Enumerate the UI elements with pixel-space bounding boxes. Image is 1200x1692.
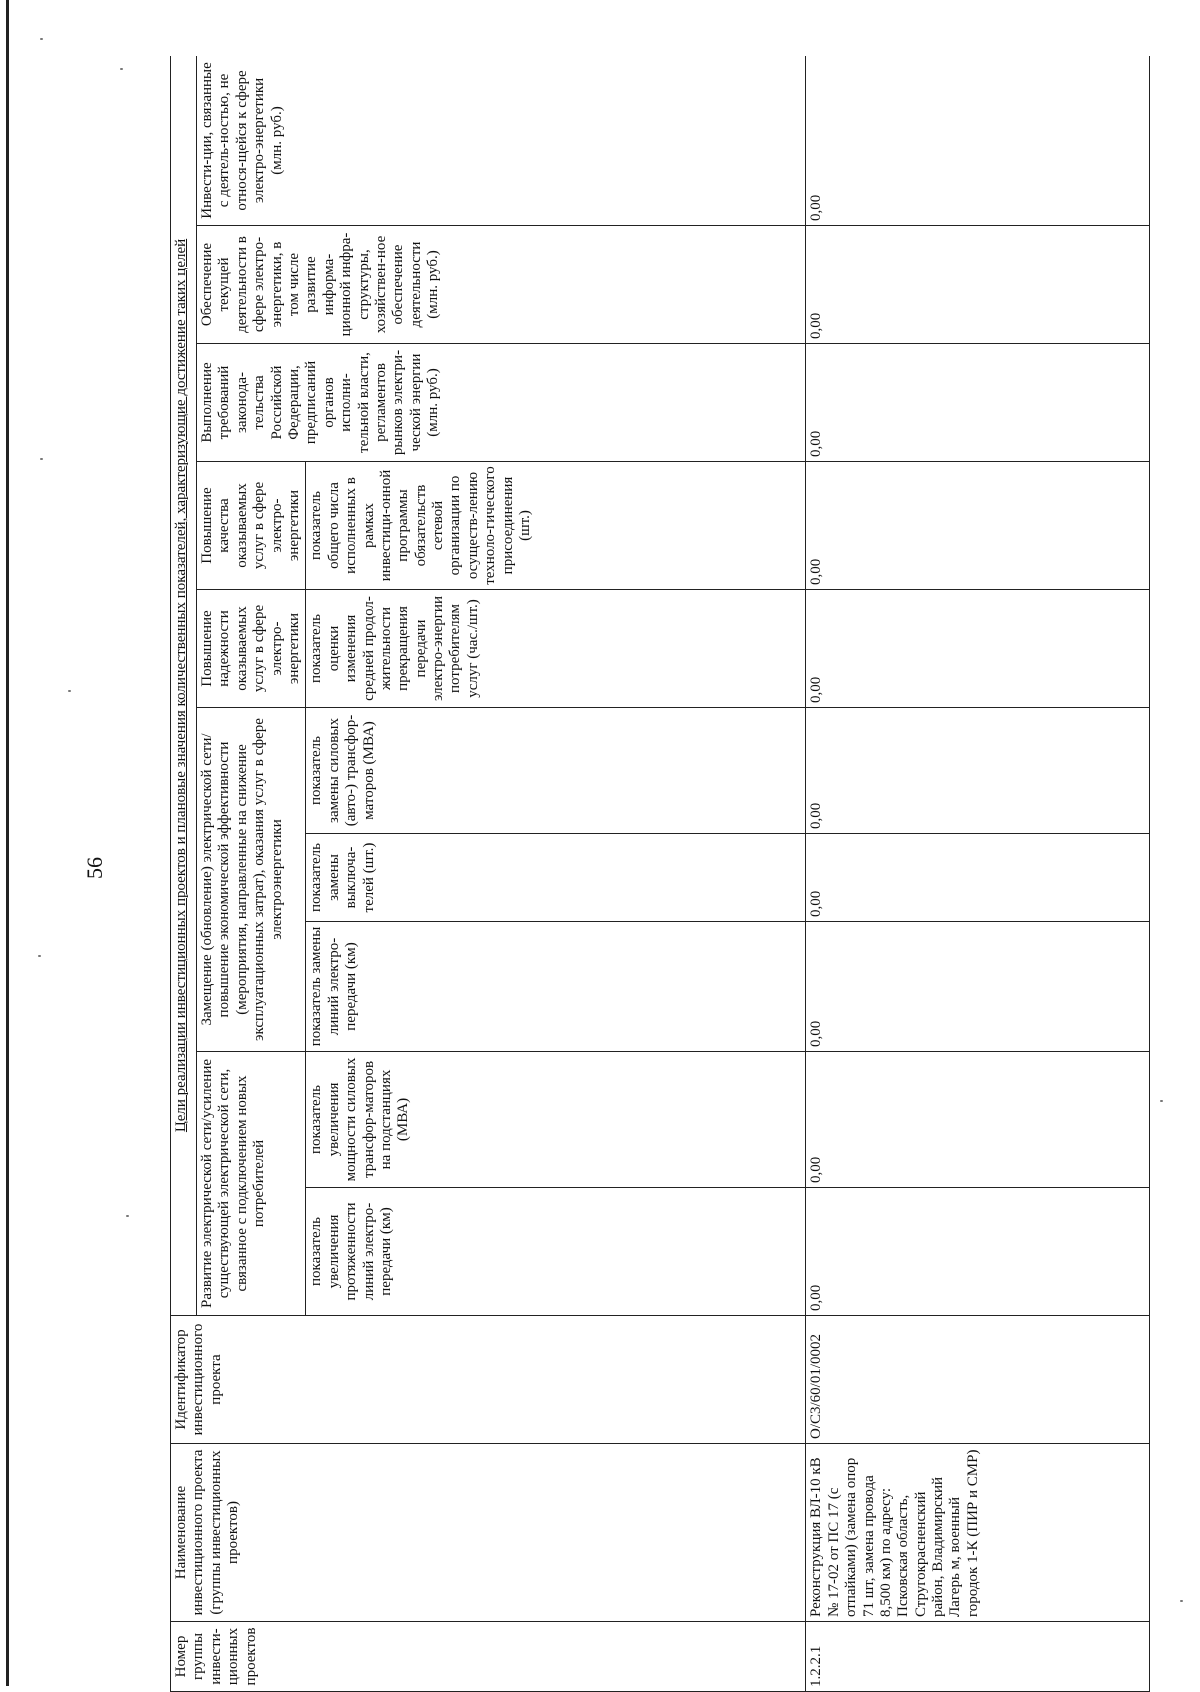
rotated-table — [170, 56, 1150, 1692]
page-number: 56 — [82, 857, 107, 879]
rotated-table-wrapper — [170, 56, 1150, 1692]
scan-speck — [126, 1215, 129, 1217]
header-group-development: Развитие электрической сети/усиление существующей электрической сети, связанное с подключением новых потребителей — [197, 1052, 306, 1316]
header-other-investments: Инвести-ции, связанные с деятель-ностью, не относя-щейся к сфере электро-энергетики (млн. руб.) — [197, 56, 806, 226]
row-value-transformer-replacement: 0,00 — [806, 708, 1150, 834]
header-project-name: Наименование инвестиционного проекта (группы инвестиционных проектов) — [171, 1444, 806, 1622]
row-value-switch-replacement: 0,00 — [806, 834, 1150, 922]
scan-speck — [1180, 1600, 1183, 1602]
row-value-line-length-increase: 0,00 — [806, 1188, 1150, 1316]
header-obligations: показатель общего числа исполненных в рамках инвестици-онной программы обязательств сетевой организации по осуществ-лению техноло-гического присоединения (шт.) — [306, 462, 806, 590]
row-value-obligations: 0,00 — [806, 462, 1150, 590]
header-project-id: Идентификатор инвестиционного проекта — [171, 1316, 806, 1444]
scan-speck — [120, 68, 123, 70]
header-group-replacement: Замещение (обновление) электрической сети/повышение экономической эффективности (мероприятия, направленные на снижение эксплуатационных затрат), оказания услуг в сфере электроэнергетики — [197, 708, 306, 1052]
scan-speck — [1160, 1100, 1163, 1102]
header-line-replacement: показатель замены линий электро-передачи (км) — [306, 922, 806, 1052]
header-group-reliability: Повышение надежности оказываемых услуг в сфере электро-энергетики — [197, 590, 306, 708]
header-line-length-increase: показатель увеличения протяженности линий электро-передачи (км) — [306, 1188, 806, 1316]
row-project-id: О/С3/60/01/0002 — [806, 1316, 1150, 1444]
header-power-increase: показатель увеличения мощности силовых трансфор-маторов на подстанциях (МВА) — [306, 1052, 806, 1188]
investment-table — [170, 56, 1150, 1692]
header-goals-title: Цели реализации инвестиционных проектов и плановые значения количественных показателей, характеризующие достижение таких целей — [171, 56, 197, 1316]
row-value-current-activity: 0,00 — [806, 226, 1150, 344]
header-interruption-duration: показатель оценки изменения средней продол-жительности прекращения передачи электро-энергии потребителям услуг (час./шт.) — [306, 590, 806, 708]
scan-speck — [68, 690, 71, 692]
row-value-interruption-duration: 0,00 — [806, 590, 1150, 708]
header-group-quality: Повышение качества оказываемых услуг в сфере электро-энергетики — [197, 462, 306, 590]
row-number: 1.2.2.1 — [806, 1622, 1150, 1692]
header-legal-requirements: Выполнение требований законода-тельства Российской Федерации, предписаний органов исполни-тельной власти, регламентов рынков электри-ческой энергии (млн. руб.) — [197, 344, 806, 462]
row-value-legal-requirements: 0,00 — [806, 344, 1150, 462]
header-current-activity: Обеспечение текущей деятельности в сфере электро-энергетики, в том числе развитие информа-ционной инфра-структуры, хозяйствен-ное обеспечение деятельности (млн. руб.) — [197, 226, 806, 344]
header-transformer-replacement: показатель замены силовых (авто-) трансфор-маторов (МВА) — [306, 708, 806, 834]
scan-speck — [38, 955, 41, 957]
header-switch-replacement: показатель замены выключа-телей (шт.) — [306, 834, 806, 922]
row-value-line-replacement: 0,00 — [806, 922, 1150, 1052]
scan-speck — [40, 458, 43, 460]
scan-speck — [40, 38, 43, 40]
header-group-number: Номер группы инвести-ционных проектов — [171, 1622, 806, 1692]
table-row — [806, 56, 1150, 1692]
page-edge — [6, 0, 9, 1686]
row-value-power-increase: 0,00 — [806, 1052, 1150, 1188]
row-value-other-investments: 0,00 — [806, 56, 1150, 226]
row-project-name: Реконструкция ВЛ-10 кВ № 17-02 от ПС 17 (с отпайками) (замена опор 71 шт, замена провода 8,500 км) по адресу: Псковская область, Стругокрасненский район, Владимирский Лагерь м, военный городок 1-К (ПИР и СМР) — [806, 1444, 1150, 1622]
